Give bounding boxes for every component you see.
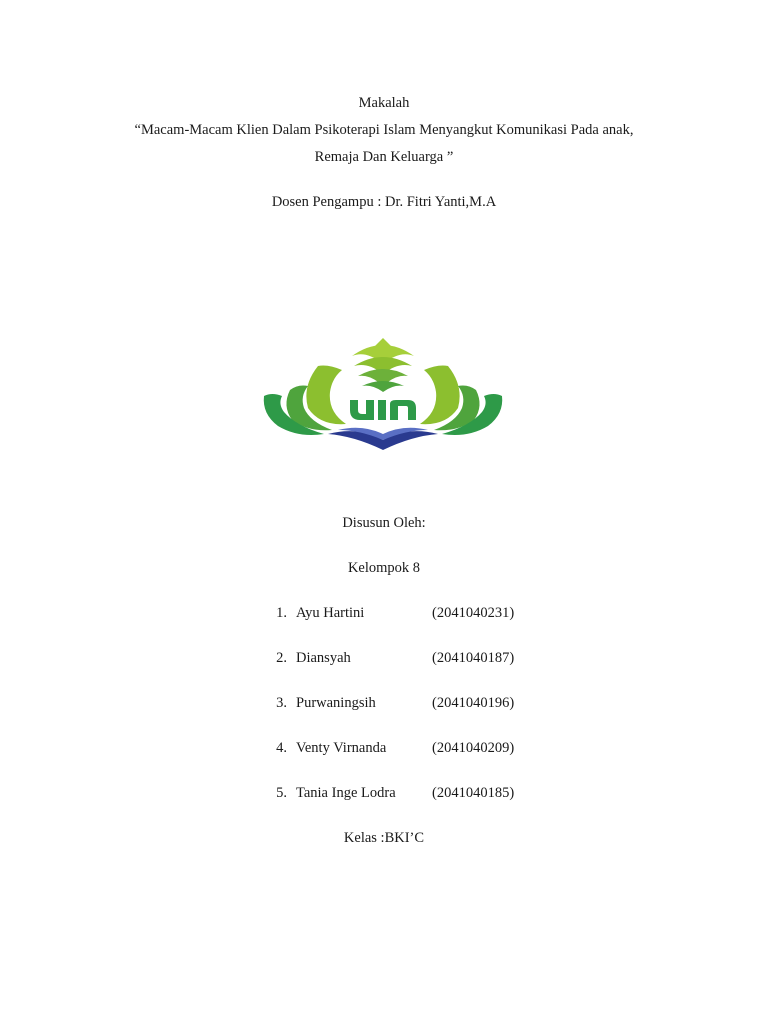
member-name: Venty Virnanda — [296, 740, 387, 756]
member-number: 5. — [276, 785, 287, 801]
lecturer-line: Dosen Pengampu : Dr. Fitri Yanti,M.A — [271, 194, 497, 210]
list-item — [0, 784, 768, 802]
member-number: 1. — [276, 605, 287, 621]
member-name: Ayu Hartini — [296, 605, 365, 621]
member-number: 4. — [276, 740, 287, 756]
member-id: (2041040185) — [432, 785, 515, 801]
uin-logo-icon — [262, 334, 504, 454]
member-name: Diansyah — [296, 650, 351, 666]
composed-by-label: Disusun Oleh: — [342, 515, 426, 531]
list-item — [0, 694, 768, 712]
member-number: 2. — [276, 650, 287, 666]
list-item — [0, 604, 768, 622]
member-id: (2041040209) — [432, 740, 515, 756]
list-item — [0, 739, 768, 757]
list-item — [0, 649, 768, 667]
member-id: (2041040187) — [432, 650, 515, 666]
member-name: Tania Inge Lodra — [296, 785, 396, 801]
member-id: (2041040196) — [432, 695, 515, 711]
document-subtitle-line-2: Remaja Dan Keluarga ” — [314, 149, 454, 165]
member-id: (2041040231) — [432, 605, 515, 621]
document-subtitle-line-1: “Macam-Macam Klien Dalam Psikoterapi Islam Menyangkut Komunikasi Pada anak, — [134, 122, 634, 138]
member-name: Purwaningsih — [296, 695, 376, 711]
member-number: 3. — [276, 695, 287, 711]
document-title: Makalah — [358, 95, 410, 111]
class-label: Kelas :BKI’C — [343, 830, 425, 846]
group-label: Kelompok 8 — [347, 560, 421, 576]
